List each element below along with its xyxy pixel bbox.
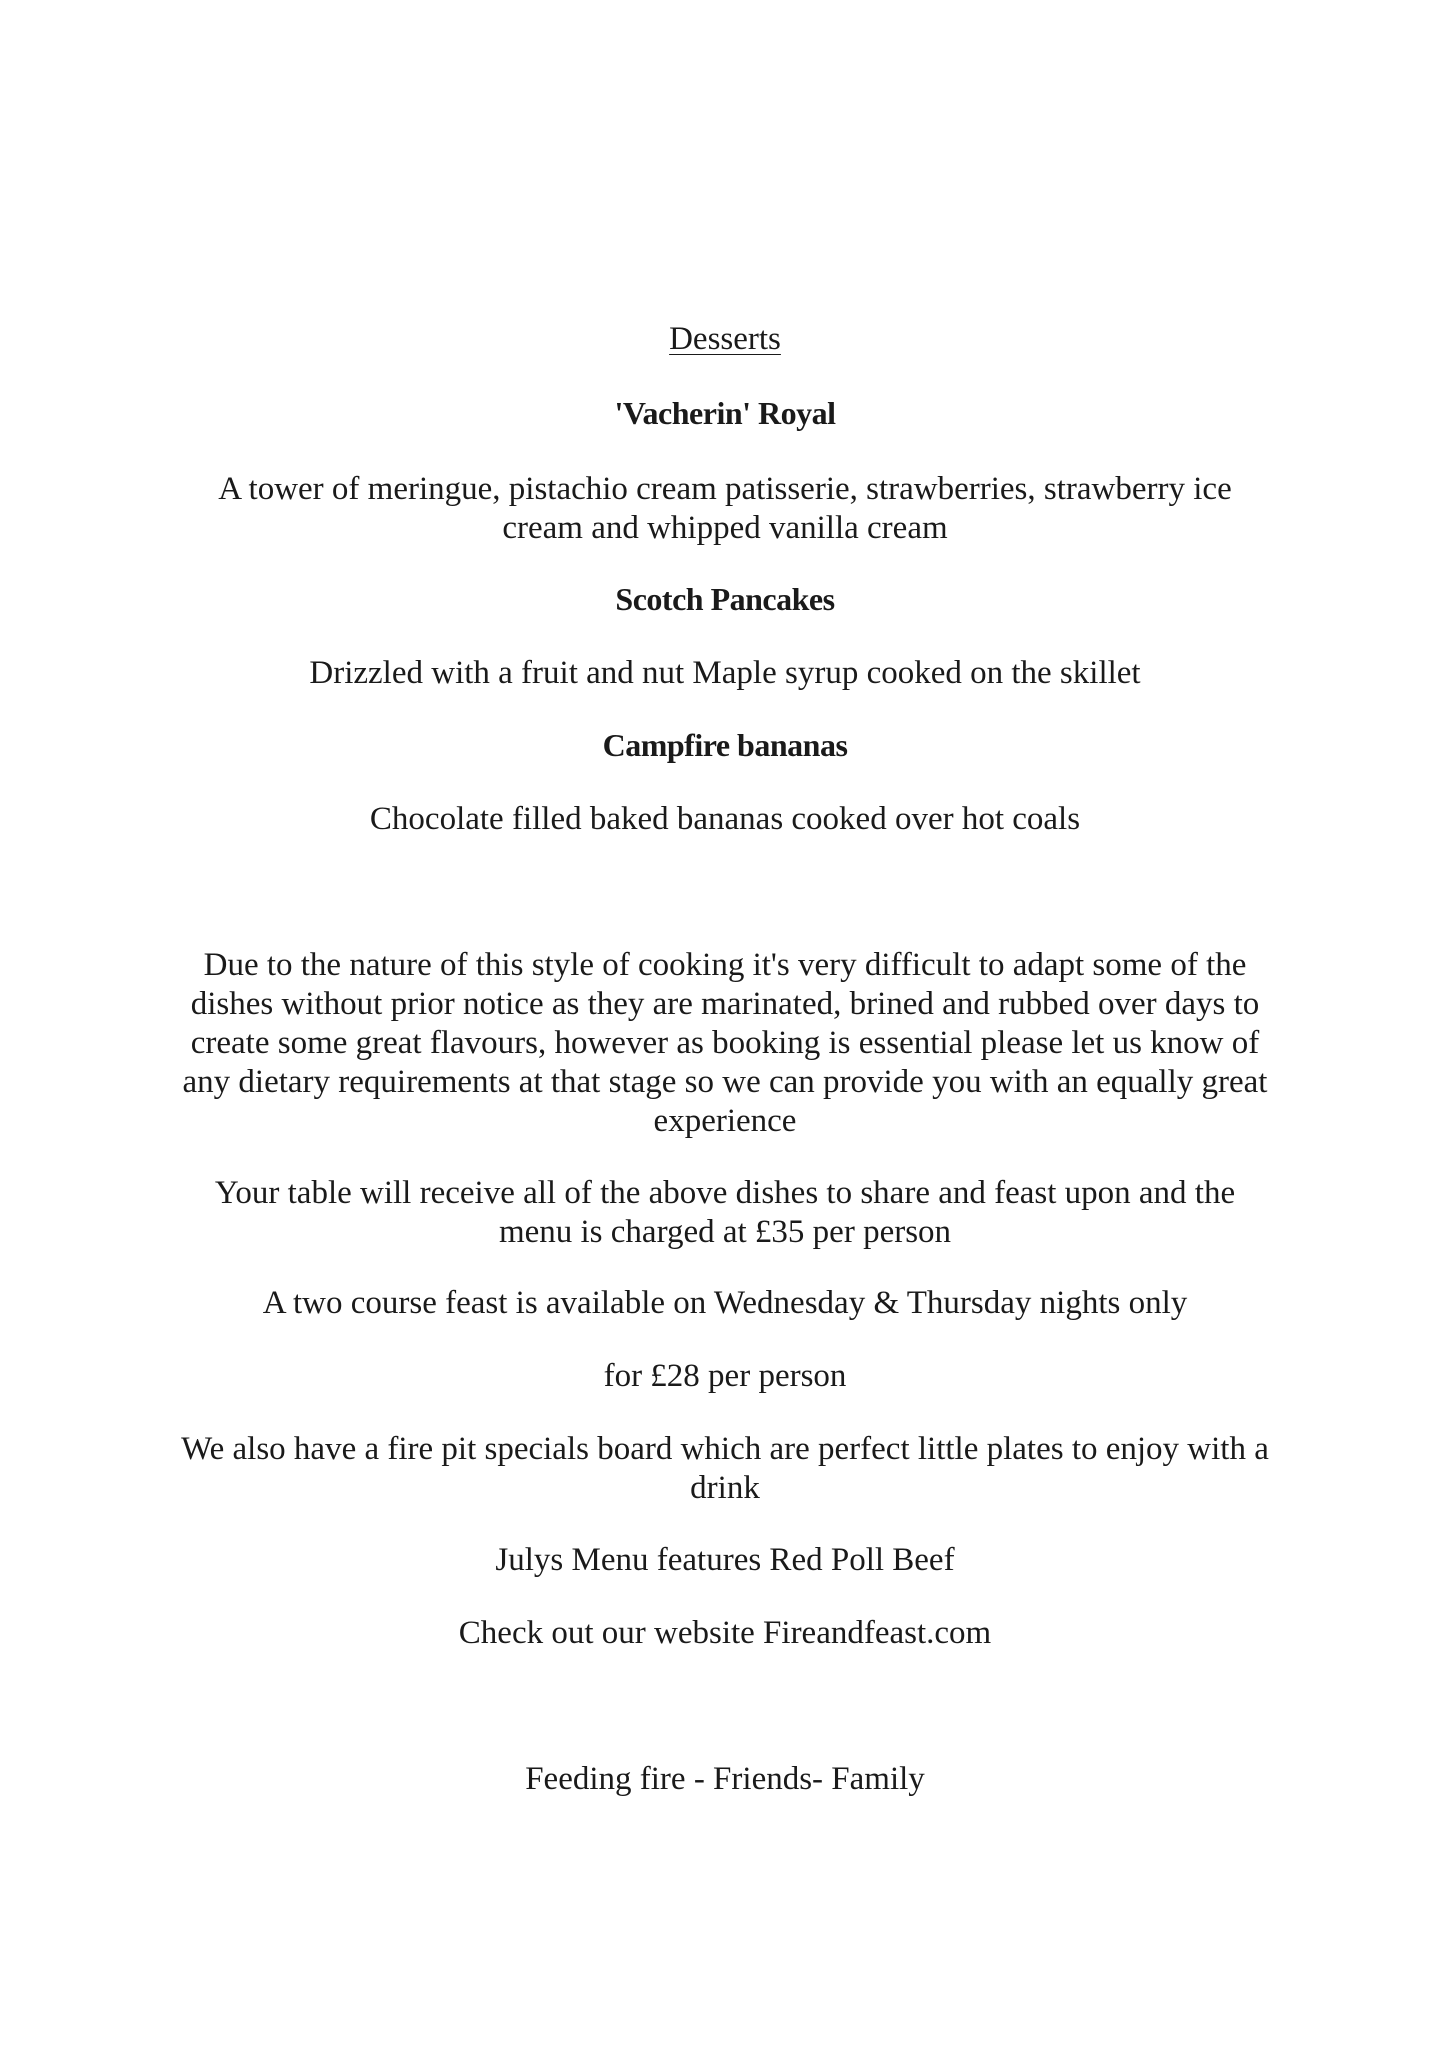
section-title: Desserts xyxy=(669,321,781,357)
description-line: Chocolate filled baked bananas cooked over hot coals xyxy=(369,801,1081,837)
two-course-price: for £28 per person xyxy=(603,1358,847,1394)
note-line: menu is charged at £35 per person xyxy=(498,1214,952,1250)
note-line: Due to the nature of this style of cooking it's very difficult to adapt some of the xyxy=(203,947,1247,983)
description-line: cream and whipped vanilla cream xyxy=(502,510,948,546)
two-course-note: A two course feast is available on Wednesday & Thursday nights only xyxy=(262,1285,1188,1321)
dish-description-scotch-pancakes xyxy=(150,654,1300,693)
note-line: any dietary requirements at that stage so we can provide you with an equally great xyxy=(182,1064,1268,1100)
dish-name-scotch-pancakes: Scotch Pancakes xyxy=(615,581,835,617)
note-line: dishes without prior notice as they are marinated, brined and rubbed over days to xyxy=(190,986,1260,1022)
note-line: drink xyxy=(690,1470,760,1506)
pricing-note xyxy=(150,1174,1300,1252)
dish-description-vacherin-royal xyxy=(150,470,1300,548)
description-line: Drizzled with a fruit and nut Maple syrup cooked on the skillet xyxy=(309,655,1141,691)
specials-note xyxy=(150,1430,1300,1508)
note-line: experience xyxy=(653,1103,797,1139)
dish-name-campfire-bananas: Campfire bananas xyxy=(602,727,848,763)
note-line: Your table will receive all of the above dishes to share and feast upon and the xyxy=(214,1175,1236,1211)
note-line: create some great flavours, however as booking is essential please let us know of xyxy=(190,1025,1260,1061)
tagline: Feeding fire - Friends- Family xyxy=(525,1761,925,1797)
july-feature: Julys Menu features Red Poll Beef xyxy=(495,1542,955,1578)
dish-description-campfire-bananas xyxy=(150,800,1300,839)
dish-name-vacherin-royal: 'Vacherin' Royal xyxy=(614,395,836,431)
note-line: We also have a fire pit specials board which are perfect little plates to enjoy with a xyxy=(181,1431,1269,1467)
website-note: Check out our website Fireandfeast.com xyxy=(458,1615,992,1651)
description-line: A tower of meringue, pistachio cream patisserie, strawberries, strawberry ice xyxy=(218,471,1232,507)
dietary-note xyxy=(150,946,1300,1141)
